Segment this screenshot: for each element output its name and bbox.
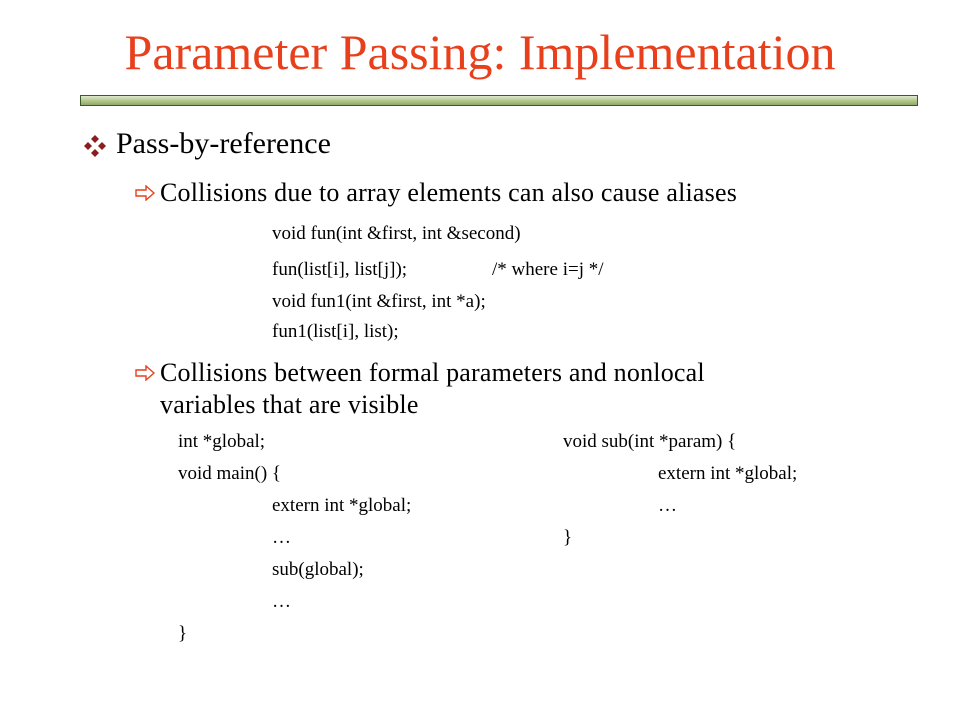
- code-line: …: [272, 527, 291, 548]
- code-line: }: [178, 623, 188, 644]
- bullet-label: Pass-by-reference: [116, 127, 331, 160]
- code-line: void fun1(int &first, int *a);: [272, 291, 486, 312]
- code-line: fun1(list[i], list);: [272, 321, 399, 342]
- code-line: }: [563, 527, 573, 548]
- subbullet-text: Collisions due to array elements can also cause aliases: [160, 178, 738, 207]
- code-line: extern int *global;: [658, 463, 798, 484]
- code-line: void sub(int *param) {: [563, 431, 737, 452]
- code-line: int *global;: [178, 431, 266, 452]
- subbullet-text-line-1: Collisions between formal parameters and nonlocal: [160, 358, 705, 387]
- code-line: extern int *global;: [272, 495, 412, 516]
- code-line: fun(list[i], list[j]);: [272, 259, 408, 280]
- code-line: …: [658, 495, 677, 516]
- outline-arrow-icon: [135, 185, 155, 201]
- code-line: void main() {: [178, 463, 282, 484]
- code-comment: /* where i=j */: [492, 259, 604, 280]
- title-rule: [80, 95, 918, 106]
- diamond-bullet-icon: [83, 134, 107, 158]
- subbullet-text-line-2: variables that are visible: [160, 390, 419, 419]
- code-line: void fun(int &first, int &second): [272, 223, 521, 244]
- code-line: sub(global);: [272, 559, 364, 580]
- outline-arrow-icon: [135, 365, 155, 381]
- code-line: …: [272, 591, 291, 612]
- slide-title: Parameter Passing: Implementation: [124, 24, 836, 80]
